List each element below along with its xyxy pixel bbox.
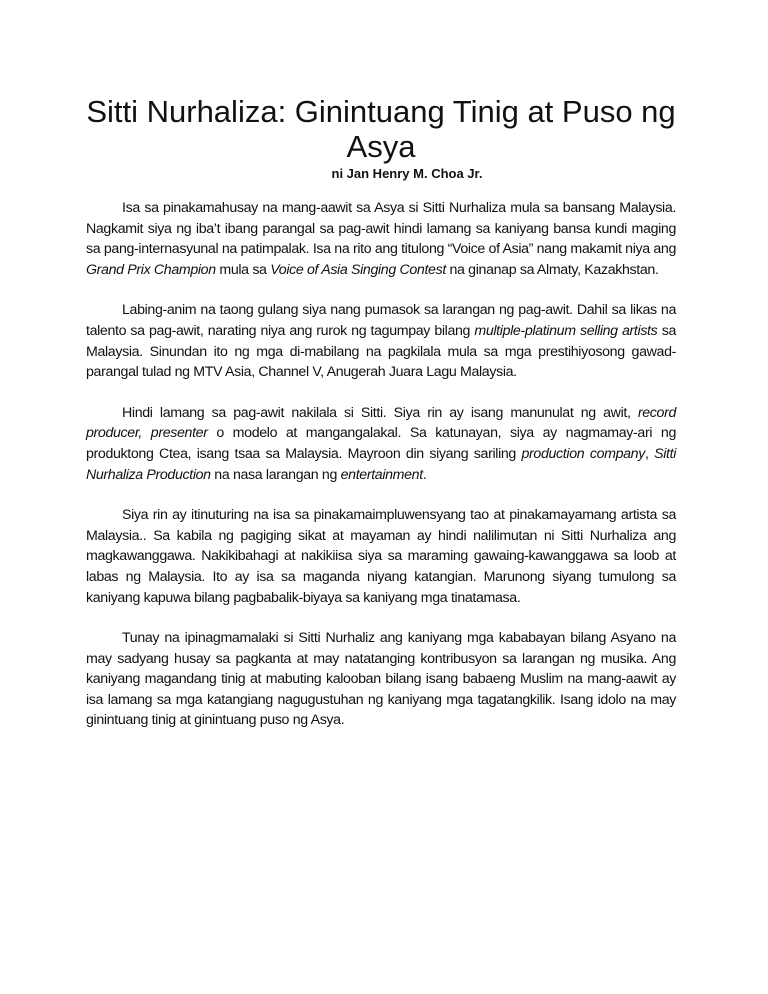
text-run: . bbox=[422, 466, 427, 483]
italic-text-run: Grand Prix Champion bbox=[86, 261, 216, 278]
text-run: Labing-anim na taong gulang siya nang pumasok sa larangan ng pag-awit. Dahil sa likas na talento sa pag-awit, narating niya ang rurok ng tagumpay bilang bbox=[86, 302, 676, 339]
paragraph-2 bbox=[86, 300, 676, 382]
paragraph-4 bbox=[86, 505, 676, 608]
document-title: Sitti Nurhaliza: Ginintuang Tinig at Puso ng Asya bbox=[86, 94, 676, 164]
italic-text-run: entertainment bbox=[340, 466, 423, 483]
text-run: Hindi lamang sa pag-awit nakilala si Sitti. Siya rin ay isang manunulat ng awit, bbox=[122, 404, 638, 421]
italic-text-run: Sitti Nurhaliza Production bbox=[86, 445, 677, 483]
text-run: na ginanap sa Almaty, Kazakhstan. bbox=[445, 261, 659, 278]
author-byline: ni Jan Henry M. Choa Jr. bbox=[331, 166, 483, 181]
italic-text-run: production company bbox=[521, 445, 645, 462]
italic-text-run: Voice of Asia Singing Contest bbox=[270, 261, 446, 278]
text-run: , bbox=[644, 445, 655, 462]
paragraph-3 bbox=[86, 403, 676, 485]
text-run: o modelo at mangangalakal. Sa katunayan, siya ay nagmamay-ari ng produktong Ctea, isang tsaa sa Malaysia. Mayroon din siyang sariling bbox=[86, 425, 676, 462]
document-body bbox=[86, 198, 676, 731]
text-run: Tunay na ipinagmamalaki si Sitti Nurhaliz ang kaniyang mga kababayan bilang Asyano na may sadyang husay sa pagkanta at may natatanging kontribusyon sa larangan ng musika. Ang kaniyang magandang tinig at mabuting kalooban bilang isang babaeng Muslim na mang-aawit ay isa lamang sa mga katangiang nagugustuhan ng kaniyang mga tagatangkilik. Isang idolo na may ginintuang tinig at ginintuang puso ng Asya. bbox=[86, 630, 676, 729]
text-run: mula sa bbox=[215, 261, 271, 278]
document-page bbox=[86, 94, 676, 751]
text-run: na nasa larangan ng bbox=[210, 466, 341, 483]
italic-text-run: record producer, presenter bbox=[86, 404, 676, 442]
paragraph-1 bbox=[86, 198, 676, 280]
text-run: Isa sa pinakamahusay na mang-aawit sa Asya si Sitti Nurhaliza mula sa bansang Malaysia. Nagkamit siya ng iba’t ibang parangal sa pag-awit hindi lamang sa kaniyang bansa kundi maging sa pang-internasyunal na patimpalak. Isa na rito ang titulong “Voice of Asia” nang makamit niya ang bbox=[86, 200, 676, 258]
italic-text-run: multiple-platinum selling artists bbox=[474, 322, 658, 339]
text-run: sa Malaysia. Sinundan ito ng mga di-mabilang na pagkilala mula sa mga prestihiyosong gawad-parangal tulad ng MTV Asia, Channel V, Anugerah Juara Lagu Malaysia. bbox=[86, 322, 676, 381]
paragraph-5 bbox=[86, 628, 676, 731]
text-run: Siya rin ay itinuturing na isa sa pinakamaimpluwensyang tao at pinakamayamang artista sa Malaysia.. Sa kabila ng pagiging sikat at mayaman ay hindi nalilimutan ni Sitti Nurhaliza ang magkawanggawa. Nakikibahagi at nakikiisa siya sa maraming gawaing-kawanggawa sa loob at labas ng Malaysia. Ito ay isa sa maganda niyang katangian. Marunong siyang tumulong sa kaniyang kapuwa bilang pagbabalik-biyaya sa kaniyang mga tinatamasa. bbox=[86, 507, 676, 606]
